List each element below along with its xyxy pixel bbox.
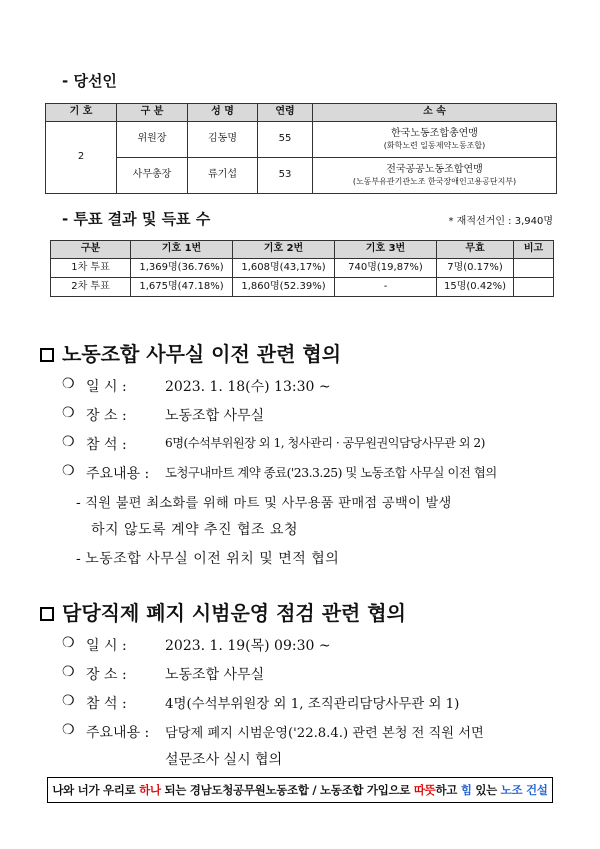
circle-bullet-icon: ❍ bbox=[62, 434, 75, 450]
table-cell bbox=[514, 278, 554, 297]
item-label: 참 석 : bbox=[86, 696, 127, 712]
section1-title bbox=[40, 338, 341, 367]
slogan-part: 있는 bbox=[471, 783, 501, 797]
item-value-continuation: 설문조사 실시 협의 bbox=[165, 752, 283, 768]
section2-title-text: 담당직제 폐지 시범운영 점검 관련 협의 bbox=[62, 601, 406, 625]
header-cell: 소 속 bbox=[313, 104, 557, 122]
circle-bullet-icon: ❍ bbox=[62, 463, 75, 479]
item-label: 일 시 : bbox=[86, 638, 127, 654]
section2-title bbox=[40, 597, 406, 626]
item-label: 장 소 : bbox=[86, 408, 127, 424]
slogan-highlight: 하나 bbox=[139, 783, 161, 797]
table-cell: 1,860명(52.39%) bbox=[233, 278, 335, 297]
sub-item-text: 직원 불편 최소화를 위해 마트 및 사무용품 판매점 공백이 발생 bbox=[85, 496, 452, 511]
circle-bullet-icon: ❍ bbox=[62, 722, 75, 738]
item-label: 장 소 : bbox=[86, 667, 127, 683]
table-cell: 1차 투표 bbox=[51, 259, 131, 278]
sub-item bbox=[76, 548, 339, 568]
checkbox-square-icon bbox=[40, 348, 54, 362]
item-label: 참 석 : bbox=[86, 437, 127, 453]
age-cell: 55 bbox=[258, 122, 313, 158]
table-cell: - bbox=[335, 278, 437, 297]
affiliation-cell bbox=[313, 122, 557, 158]
header-cell: 구 분 bbox=[117, 104, 188, 122]
name-cell: 류기섭 bbox=[188, 158, 258, 194]
header-cell: 성 명 bbox=[188, 104, 258, 122]
item-value: 4명(수석부위원장 외 1, 조직관리담당사무관 외 1) bbox=[165, 697, 460, 712]
slogan-highlight: 따뜻 bbox=[413, 783, 436, 797]
item-value: 노동조합 사무실 bbox=[165, 667, 265, 683]
header-cell: 기호 2번 bbox=[233, 241, 335, 259]
affiliation-note: (노동부유관기관노조 한국장애인고용공단지부) bbox=[352, 176, 517, 186]
slogan-highlight: 노조 건설 bbox=[500, 783, 548, 797]
header-cell: 비고 bbox=[514, 241, 554, 259]
name-cell: 김동명 bbox=[188, 122, 258, 158]
item-value: 노동조합 사무실 bbox=[165, 408, 265, 424]
votes-heading: - 투표 결과 및 득표 수 bbox=[62, 210, 211, 228]
section1-title-text: 노동조합 사무실 이전 관련 협의 bbox=[62, 342, 342, 366]
sub-item-continuation: 하지 않도록 계약 추진 협조 요청 bbox=[91, 522, 299, 538]
item-value: 도청구내마트 계약 종료('23.3.25) 및 노동조합 사무실 이전 협의 bbox=[165, 465, 497, 480]
winners-header-row bbox=[46, 104, 557, 122]
circle-bullet-icon: ❍ bbox=[62, 693, 75, 709]
item-label: 일 시 : bbox=[86, 379, 127, 395]
affiliation-note: (화학노련 일동제약노동조합) bbox=[383, 140, 486, 150]
table-row bbox=[51, 278, 554, 297]
slogan-part: 되는 경남도청공무원노동조합 / 노동조합 가입으로 bbox=[160, 783, 414, 797]
table-cell: 15명(0.42%) bbox=[437, 278, 514, 297]
electorate-note: * 재적선거인 : 3,940명 bbox=[448, 216, 553, 227]
item-value: 2023. 1. 19(목) 09:30 ~ bbox=[165, 638, 331, 654]
winners-table bbox=[45, 103, 557, 194]
table-cell: 7명(0.17%) bbox=[437, 259, 514, 278]
affiliation-main: 한국노동조합총연맹 bbox=[391, 128, 478, 140]
role-cell: 사무총장 bbox=[117, 158, 188, 194]
item-value: 6명(수석부위원장 외 1, 청사관리 · 공무원권익담당사무관 외 2) bbox=[165, 436, 485, 450]
dash-bullet: - bbox=[76, 495, 81, 511]
table-row bbox=[51, 259, 554, 278]
sub-item-text: 노동조합 사무실 이전 위치 및 면적 협의 bbox=[85, 551, 340, 567]
affiliation-cell bbox=[313, 158, 557, 194]
table-cell: 740명(19,87%) bbox=[335, 259, 437, 278]
header-cell: 기 호 bbox=[46, 104, 117, 122]
checkbox-square-icon bbox=[40, 607, 54, 621]
votes-table bbox=[50, 240, 554, 297]
header-cell: 기호 1번 bbox=[131, 241, 233, 259]
sub-item bbox=[76, 492, 452, 511]
circle-bullet-icon: ❍ bbox=[62, 405, 75, 421]
slogan-part: 나와 너가 우리로 bbox=[52, 783, 140, 797]
item-value: 담당제 폐지 시범운영('22.8.4.) 관련 본청 전 직원 서면 bbox=[165, 726, 484, 741]
table-cell: 1,369명(36.76%) bbox=[131, 259, 233, 278]
header-cell: 기호 3번 bbox=[335, 241, 437, 259]
header-cell: 연령 bbox=[258, 104, 313, 122]
item-label: 주요내용 : bbox=[86, 725, 150, 741]
table-row bbox=[46, 158, 557, 194]
table-row bbox=[46, 122, 557, 158]
header-cell: 무효 bbox=[437, 241, 514, 259]
slogan-part: 하고 bbox=[435, 783, 461, 797]
age-cell: 53 bbox=[258, 158, 313, 194]
circle-bullet-icon: ❍ bbox=[62, 376, 75, 392]
circle-bullet-icon: ❍ bbox=[62, 635, 75, 651]
votes-header-row bbox=[51, 241, 554, 259]
circle-bullet-icon: ❍ bbox=[62, 664, 75, 680]
candidate-number: 2 bbox=[46, 122, 117, 194]
slogan-highlight: 힘 bbox=[460, 783, 472, 797]
slogan-banner bbox=[47, 777, 553, 803]
table-cell: 1,675명(47.18%) bbox=[131, 278, 233, 297]
role-cell: 위원장 bbox=[117, 122, 188, 158]
winners-heading: - 당선인 bbox=[62, 72, 117, 90]
affiliation-main: 전국공공노동조합연맹 bbox=[386, 164, 483, 176]
item-value: 2023. 1. 18(수) 13:30 ~ bbox=[165, 379, 331, 395]
item-label: 주요내용 : bbox=[86, 466, 150, 482]
table-cell: 2차 투표 bbox=[51, 278, 131, 297]
table-cell bbox=[514, 259, 554, 278]
table-cell: 1,608명(43,17%) bbox=[233, 259, 335, 278]
header-cell: 구분 bbox=[51, 241, 131, 259]
dash-bullet: - bbox=[76, 551, 81, 567]
